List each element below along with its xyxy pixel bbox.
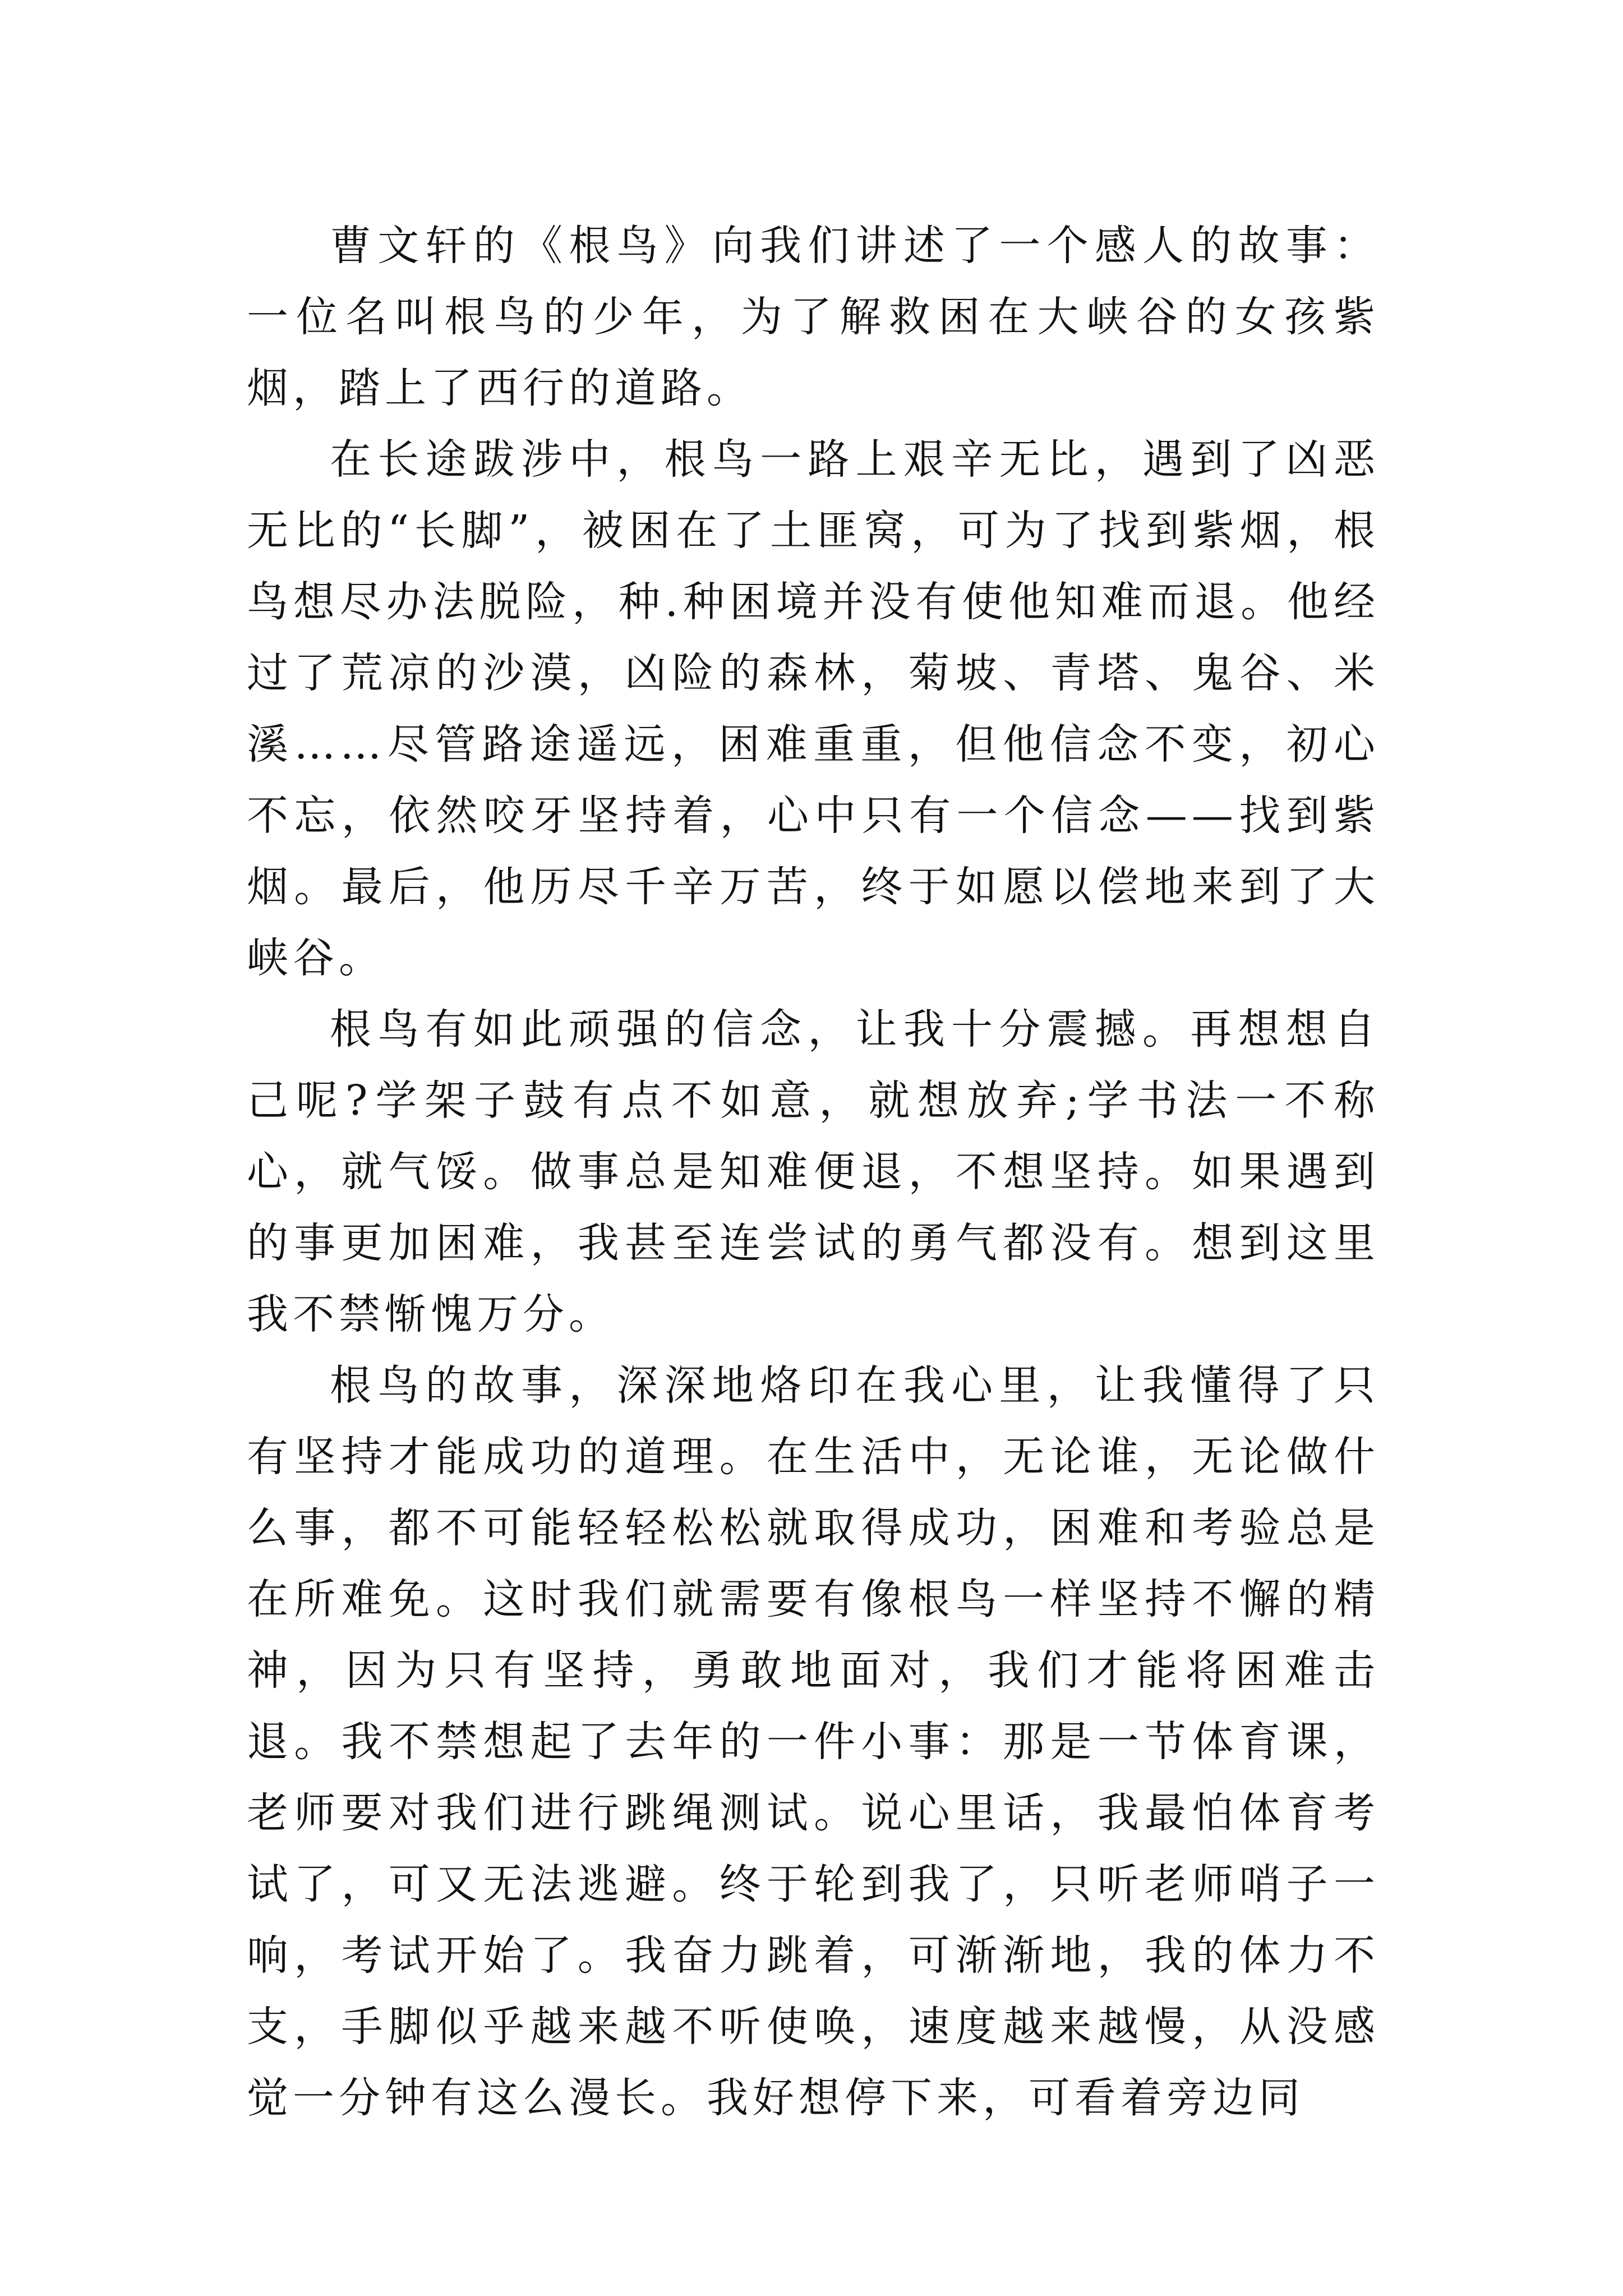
paragraph-3: 根鸟有如此顽强的信念，让我十分震撼。再想想自己呢?学架子鼓有点不如意，就想放弃;学书法一不称心，就气馁。做事总是知难便退，不想坚持。如果遇到的事更加困难，我甚至连尝试的勇气都没有。想到这里我不禁惭愧万分。 [247, 1005, 1380, 1338]
paragraph-1: 曹文轩的《根鸟》向我们讲述了一个感人的故事：一位名叫根鸟的少年，为了解救困在大峡谷的女孩紫烟，踏上了西行的道路。 [247, 222, 1380, 412]
article-body [247, 210, 1380, 2134]
paragraph-4: 根鸟的故事，深深地烙印在我心里，让我懂得了只有坚持才能成功的道理。在生活中，无论谁，无论做什么事，都不可能轻轻松松就取得成功，困难和考验总是在所难免。这时我们就需要有像根鸟一样坚持不懈的精神，因为只有坚持，勇敢地面对，我们才能将困难击退。我不禁想起了去年的一件小事：那是一节体育课，老师要对我们进行跳绳测试。说心里话，我最怕体育考试了，可又无法逃避。终于轮到我了，只听老师哨子一响，考试开始了。我奋力跳着，可渐渐地，我的体力不支，手脚似乎越来越不听使唤，速度越来越慢，从没感觉一分钟有这么漫长。我好想停下来，可看着旁边同 [247, 1361, 1380, 2122]
paragraph-2: 在长途跋涉中，根鸟一路上艰辛无比，遇到了凶恶无比的“长脚”，被困在了土匪窝，可为了找到紫烟，根鸟想尽办法脱险，种.种困境并没有使他知难而退。他经过了荒凉的沙漠，凶险的森林，菊坡、青塔、鬼谷、米溪……尽管路途遥远，困难重重，但他信念不变，初心不忘，依然咬牙坚持着，心中只有一个信念——找到紫烟。最后，他历尽千辛万苦，终于如愿以偿地来到了大峡谷。 [247, 435, 1380, 982]
